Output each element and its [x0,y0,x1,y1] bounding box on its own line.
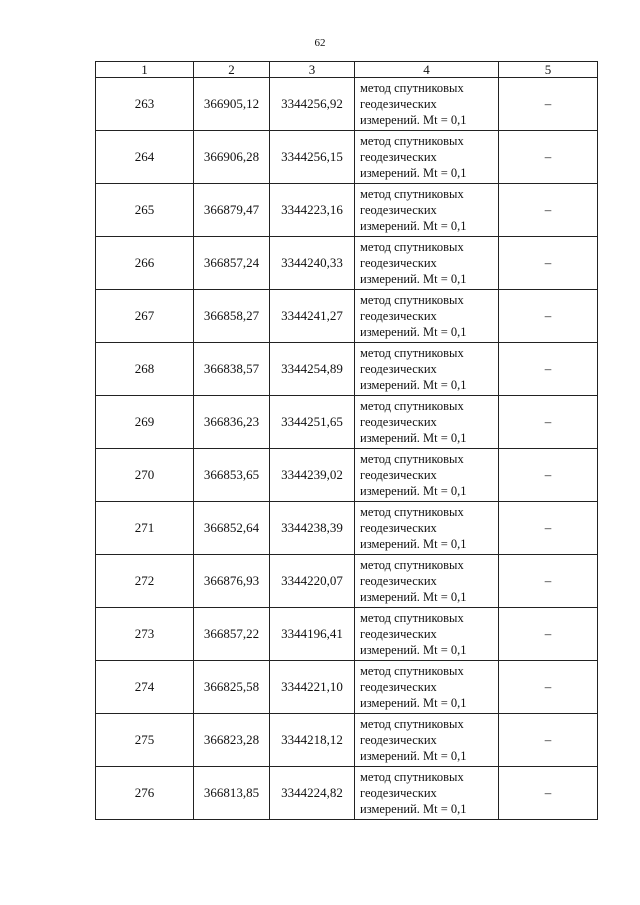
method-line: метод спутниковых [360,346,464,360]
x-coordinate-cell: 366813,85 [194,767,270,820]
method-cell [355,767,499,820]
point-number-cell: 273 [96,608,194,661]
table-row [96,131,598,184]
method-cell [355,555,499,608]
x-coordinate-cell: 366857,24 [194,237,270,290]
method-line: измерений. Mt = 0,1 [360,431,467,445]
point-number-cell: 272 [96,555,194,608]
y-coordinate-cell: 3344239,02 [270,449,355,502]
method-cell [355,661,499,714]
column-header-3: 3 [270,62,355,78]
x-coordinate-cell: 366836,23 [194,396,270,449]
note-cell: – [499,343,598,396]
method-line: метод спутниковых [360,187,464,201]
point-number-cell: 264 [96,131,194,184]
table-body [96,78,598,820]
method-line: геодезических [360,256,437,270]
coordinates-table [95,61,598,820]
method-line: метод спутниковых [360,81,464,95]
method-line: измерений. Mt = 0,1 [360,325,467,339]
point-number-cell: 276 [96,767,194,820]
y-coordinate-cell: 3344254,89 [270,343,355,396]
table-row [96,396,598,449]
method-line: измерений. Mt = 0,1 [360,802,467,816]
x-coordinate-cell: 366876,93 [194,555,270,608]
method-line: геодезических [360,786,437,800]
table-row [96,714,598,767]
method-line: измерений. Mt = 0,1 [360,219,467,233]
point-number-cell: 266 [96,237,194,290]
table-row [96,555,598,608]
method-cell [355,78,499,131]
x-coordinate-cell: 366857,22 [194,608,270,661]
method-line: метод спутниковых [360,611,464,625]
y-coordinate-cell: 3344256,15 [270,131,355,184]
page-number: 62 [314,37,326,49]
y-coordinate-cell: 3344241,27 [270,290,355,343]
method-line: измерений. Mt = 0,1 [360,696,467,710]
method-cell [355,290,499,343]
method-line: геодезических [360,362,437,376]
y-coordinate-cell: 3344251,65 [270,396,355,449]
y-coordinate-cell: 3344220,07 [270,555,355,608]
table-header-row [96,62,598,78]
method-line: геодезических [360,627,437,641]
method-line: геодезических [360,468,437,482]
method-line: измерений. Mt = 0,1 [360,643,467,657]
method-line: метод спутниковых [360,770,464,784]
column-header-4: 4 [355,62,499,78]
table-row [96,343,598,396]
note-cell: – [499,449,598,502]
method-line: измерений. Mt = 0,1 [360,272,467,286]
x-coordinate-cell: 366823,28 [194,714,270,767]
x-coordinate-cell: 366879,47 [194,184,270,237]
method-cell [355,237,499,290]
point-number-cell: 263 [96,78,194,131]
x-coordinate-cell: 366853,65 [194,449,270,502]
method-line: геодезических [360,309,437,323]
method-line: геодезических [360,203,437,217]
table-row [96,502,598,555]
method-line: геодезических [360,574,437,588]
table-row [96,449,598,502]
point-number-cell: 268 [96,343,194,396]
x-coordinate-cell: 366838,57 [194,343,270,396]
note-cell: – [499,608,598,661]
method-cell [355,608,499,661]
method-line: метод спутниковых [360,293,464,307]
point-number-cell: 275 [96,714,194,767]
method-line: измерений. Mt = 0,1 [360,749,467,763]
point-number-cell: 274 [96,661,194,714]
note-cell: – [499,184,598,237]
method-line: метод спутниковых [360,240,464,254]
x-coordinate-cell: 366858,27 [194,290,270,343]
point-number-cell: 271 [96,502,194,555]
note-cell: – [499,661,598,714]
method-line: измерений. Mt = 0,1 [360,166,467,180]
y-coordinate-cell: 3344256,92 [270,78,355,131]
note-cell: – [499,290,598,343]
note-cell: – [499,78,598,131]
column-header-1: 1 [96,62,194,78]
point-number-cell: 269 [96,396,194,449]
point-number-cell: 270 [96,449,194,502]
y-coordinate-cell: 3344223,16 [270,184,355,237]
method-cell [355,714,499,767]
method-line: метод спутниковых [360,558,464,572]
method-line: измерений. Mt = 0,1 [360,378,467,392]
method-line: геодезических [360,415,437,429]
table-row [96,78,598,131]
table-row [96,608,598,661]
table-row [96,661,598,714]
method-line: геодезических [360,680,437,694]
method-line: метод спутниковых [360,452,464,466]
method-line: метод спутниковых [360,134,464,148]
method-line: измерений. Mt = 0,1 [360,590,467,604]
method-cell [355,343,499,396]
method-line: метод спутниковых [360,717,464,731]
table-row [96,237,598,290]
method-line: измерений. Mt = 0,1 [360,113,467,127]
table-row [96,767,598,820]
method-cell [355,131,499,184]
point-number-cell: 265 [96,184,194,237]
y-coordinate-cell: 3344238,39 [270,502,355,555]
method-line: метод спутниковых [360,505,464,519]
method-cell [355,449,499,502]
column-header-5: 5 [499,62,598,78]
note-cell: – [499,502,598,555]
method-line: метод спутниковых [360,399,464,413]
note-cell: – [499,767,598,820]
method-line: измерений. Mt = 0,1 [360,484,467,498]
method-line: геодезических [360,521,437,535]
y-coordinate-cell: 3344218,12 [270,714,355,767]
point-number-cell: 267 [96,290,194,343]
column-header-2: 2 [194,62,270,78]
note-cell: – [499,396,598,449]
note-cell: – [499,237,598,290]
method-cell [355,396,499,449]
y-coordinate-cell: 3344240,33 [270,237,355,290]
x-coordinate-cell: 366906,28 [194,131,270,184]
note-cell: – [499,714,598,767]
note-cell: – [499,131,598,184]
y-coordinate-cell: 3344221,10 [270,661,355,714]
note-cell: – [499,555,598,608]
method-line: метод спутниковых [360,664,464,678]
y-coordinate-cell: 3344196,41 [270,608,355,661]
table-row [96,184,598,237]
table-row [96,290,598,343]
method-line: геодезических [360,97,437,111]
method-line: измерений. Mt = 0,1 [360,537,467,551]
method-cell [355,184,499,237]
y-coordinate-cell: 3344224,82 [270,767,355,820]
method-line: геодезических [360,733,437,747]
x-coordinate-cell: 366825,58 [194,661,270,714]
method-cell [355,502,499,555]
x-coordinate-cell: 366905,12 [194,78,270,131]
method-line: геодезических [360,150,437,164]
x-coordinate-cell: 366852,64 [194,502,270,555]
